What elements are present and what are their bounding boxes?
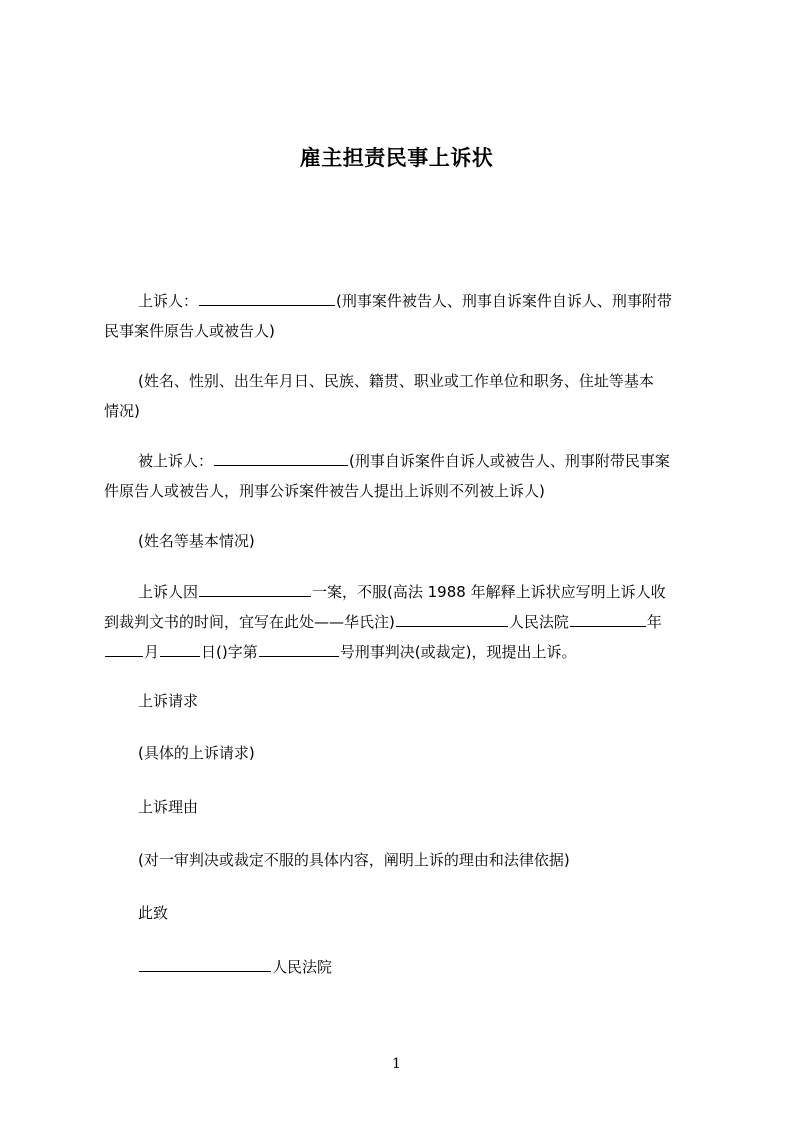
addressee-court-blank — [139, 955, 271, 972]
appeal-grounds-body-text: (对一审判决或裁定不服的具体内容，阐明上诉的理由和法律依据) — [138, 851, 570, 869]
appeal-cause-note: 到裁判文书的时间，宜写在此处——华氏注) — [104, 613, 395, 631]
appeal-cause-paragraph — [104, 577, 701, 667]
year-blank — [570, 610, 646, 627]
appellee-note-continued: 件原告人或被告人，刑事公诉案件被告人提出上诉则不列被上诉人) — [104, 482, 545, 500]
addressee-court-suffix: 人民法院 — [272, 958, 333, 976]
appeal-grounds-heading — [104, 792, 701, 822]
appeal-request-heading-text: 上诉请求 — [138, 692, 199, 710]
appellant-note-continued: 民事案件原告人或被告人) — [104, 322, 275, 340]
page-number: 1 — [392, 1056, 401, 1072]
appellee-label: 被上诉人： — [138, 452, 214, 470]
appellee-note: (刑事自诉案件自诉人或被告人、刑事附带民事案 — [349, 452, 670, 470]
day-suffix: 日()字第 — [201, 643, 258, 661]
salutation-text: 此致 — [138, 904, 169, 922]
appellee-section — [104, 446, 701, 506]
appellant-note: (刑事案件被告人、刑事自诉案件自诉人、刑事附带 — [336, 292, 672, 310]
appellant-info-line: (姓名、性别、出生年月日、民族、籍贯、职业或工作单位和职务、住址等基本 — [138, 372, 654, 390]
case-number-blank — [259, 640, 339, 657]
appellee-info-text: (姓名等基本情况) — [138, 532, 255, 550]
day-blank — [160, 640, 200, 657]
appeal-grounds-heading-text: 上诉理由 — [138, 798, 199, 816]
appellant-info-continued: 情况) — [104, 402, 140, 420]
appeal-request-body-text: (具体的上诉请求) — [138, 744, 255, 762]
court-name-blank — [396, 610, 508, 627]
court-addressee — [104, 952, 701, 982]
page-title: 雇主担责民事上诉状 — [299, 146, 494, 170]
appeal-cause-text: 一案，不服(高法 1988 年解释上诉状应写明上诉人收 — [312, 583, 666, 601]
case-name-blank — [199, 580, 311, 597]
appellant-name-blank — [199, 289, 335, 306]
appellee-info-section — [104, 526, 701, 556]
appeal-request-body — [104, 738, 701, 768]
year-suffix: 年 — [646, 613, 662, 631]
appeal-request-heading — [104, 686, 701, 716]
court-suffix: 人民法院 — [508, 613, 569, 631]
appellant-label: 上诉人： — [138, 292, 199, 310]
appeal-grounds-body — [104, 845, 701, 875]
appellant-info-section — [104, 366, 701, 426]
appellant-section — [104, 286, 701, 346]
appeal-cause-ending: 号刑事判决(或裁定)，现提出上诉。 — [339, 643, 577, 661]
month-suffix: 月 — [144, 643, 160, 661]
appellee-name-blank — [214, 449, 348, 466]
salutation — [104, 898, 701, 928]
month-blank — [105, 640, 143, 657]
appeal-cause-prefix: 上诉人因 — [138, 583, 199, 601]
